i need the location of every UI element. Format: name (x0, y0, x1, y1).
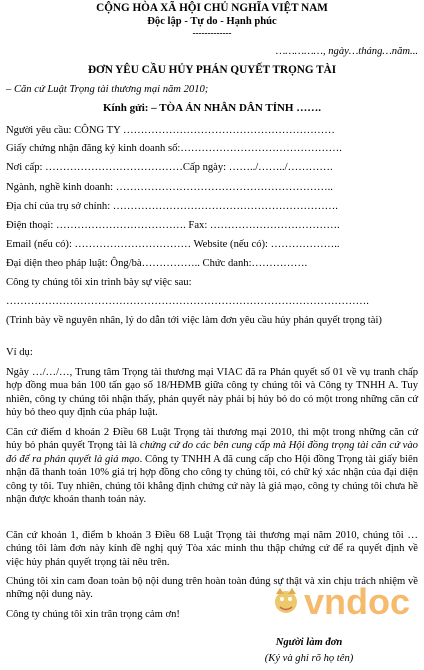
business-cert-field: Giấy chứng nhận đăng ký kinh doanh số:………………………………………. (6, 143, 342, 154)
national-title: CỘNG HÒA XÃ HỘI CHỦ NGHĨA VIỆT NAM (96, 2, 328, 14)
place-issued-field: Nơi cấp: …………………………………Cấp ngày: ……../……../…………. (6, 162, 333, 173)
dotted-line: …………………………………………………………………………………………. (6, 296, 369, 307)
paragraph-2-end: . Công ty TNHH A đã cung cấp cho Hội đồng Trọng tài giấy biên nhận đã thanh toán 10% giá trị hợp đồng cho công ty chúng tôi, có chữ ký xác nhận của đại diện công ty tôi. Tuy nhiên, chúng tôi khẳng định chứng cứ này là giả mạo, công ty chúng tôi chưa hề nhận được khoản thanh toán này. (6, 453, 419, 506)
date-line: ……………, ngày…tháng…năm... (275, 46, 418, 57)
closing-line: Công ty chúng tôi xin trân trọng cảm ơn! (6, 609, 180, 620)
email-web-field: Email (nếu có): …………………………… Website (nếu có): ……………….. (6, 239, 340, 250)
head-office-field: Địa chỉ của trụ sở chính: ………………………………………………………. (6, 201, 338, 212)
paragraph-2 (6, 426, 418, 506)
document-title: ĐƠN YÊU CẦU HỦY PHÁN QUYẾT TRỌNG TÀI (87, 64, 337, 76)
signature-label: Người làm đơn (275, 637, 343, 648)
business-line-field: Ngành, nghề kinh doanh: …………………………………………………….. (6, 182, 333, 193)
phone-fax-field: Điện thoại: ………………………………. Fax: ………………………………. (6, 220, 340, 231)
signature-instruction: (Ký và ghi rõ họ tên) (264, 653, 354, 664)
paragraph-2-start: Căn cứ điểm d khoản 2 Điều 68 Luật Trọng tài thương mại 2010, thì một trong những căn cứ hủy bỏ phán quyết Trọng tài là (6, 427, 418, 452)
vndoc-watermark-logo (270, 572, 420, 626)
paragraph-2-italic: chứng cứ do các bên cung cấp mà Hội đồng trọng tài căn cứ vào đó để ra phán quyết là giả mạo (6, 440, 418, 465)
recipient-line: Kính gửi: – TÒA ÁN NHÂN DÂN TỈNH ……. (103, 102, 321, 114)
example-label: Ví dụ: (6, 347, 33, 358)
paragraph-1: Ngày …/…/…, Trung tâm Trọng tài thương mại VIAC đã ra Phán quyết số 01 về vụ tranh chấp hợp đồng mua bán 100 tấn gạo số 18/HĐMB giữa công ty chúng tôi và Công ty TNHH A. Tuy nhiên, công ty chúng tôi nhận thấy, phán quyết này phải bị hủy bỏ do có một trong những căn cứ hủy bỏ theo quy định của pháp luật. (6, 367, 418, 419)
requester-field: Người yêu cầu: CÔNG TY …………………………………………………… (6, 125, 335, 136)
mascot-icon (275, 588, 297, 613)
note-paragraph: (Trình bày về nguyên nhân, lý do dẫn tới việc làm đơn yêu cầu hủy phán quyết trọng tài) (6, 315, 382, 326)
vndoc-wordmark: vndoc (304, 581, 411, 622)
paragraph-4: Chúng tôi xin cam đoan toàn bộ nội dung trên hoàn toàn đúng sự thật và xin chịu trách nhiệm về những nội dung này. (6, 576, 418, 601)
motto: Độc lập - Tự do - Hạnh phúc (147, 16, 277, 27)
motto-rule: ------------- (192, 28, 232, 38)
legal-rep-field: Đại diện theo pháp luật: Ông/bà…………….. Chức danh:……………. (6, 258, 308, 269)
legal-basis: – Căn cứ Luật Trọng tài thương mại năm 2010; (6, 84, 209, 95)
paragraph-3: Căn cứ khoản 1, điểm b khoản 3 Điều 68 Luật Trọng tài thương mại năm 2010, chúng tôi … chúng tôi làm đơn này kính đề nghị quý Tòa xác minh thu thập chứng cứ để ra quyết định về việc hủy phán quyết trọng tài nêu trên. (6, 530, 418, 568)
intro-text: Công ty chúng tôi xin trình bày sự việc sau: (6, 277, 192, 288)
